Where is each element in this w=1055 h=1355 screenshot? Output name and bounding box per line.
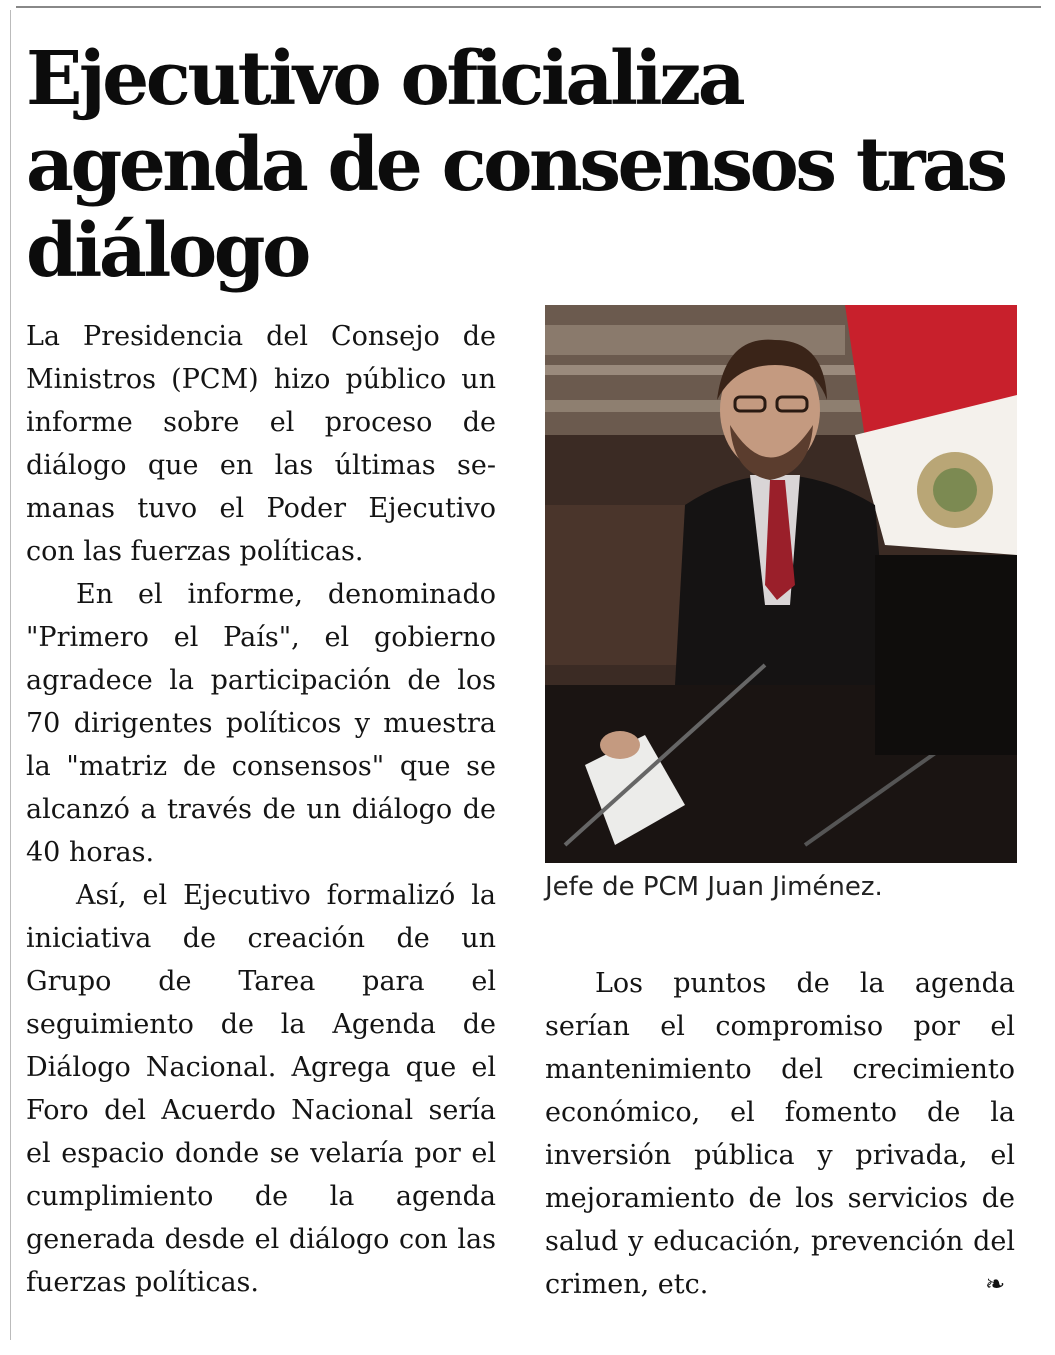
paragraph-3: Así, el Ejecutivo formalizó la iniciativa de creación de un Grupo de Tarea para el seguimiento de la Agenda de Diálogo Nacional. Agrega que el Foro del Acuerdo Nacional sería el espacio donde se velaría por el cumplimiento de la agenda generada desde el diálogo con las fuerzas políticas.	[26, 880, 496, 1298]
left-rule	[10, 10, 11, 1340]
fleuron-end-icon: ❧	[985, 1270, 1006, 1298]
left-column	[26, 315, 496, 1304]
right-column	[545, 962, 1015, 1306]
paragraph-2: En el informe, denominado "Primero el País", el gobierno agradece la participación de los 70 dirigentes políticos y muestra la "matriz de consensos" que se alcanzó a través de un diálogo de 40 horas.	[26, 579, 496, 868]
article-photo	[545, 305, 1017, 863]
photo-caption: Jefe de PCM Juan Jiménez.	[545, 872, 883, 902]
paragraph-4: Los puntos de la agenda serían el compromiso por el mantenimiento del crecimiento económico, el fomento de la inversión pública y privada, el mejoramiento de los servicios de salud y educación, prevención del crimen, etc.	[545, 968, 1015, 1300]
paragraph-1: La Presidencia del Consejo de Ministros (PCM) hizo público un informe sobre el proceso de diálogo que en las últimas semanas tuvo el Poder Ejecutivo con las fuerzas políticas.	[26, 321, 496, 567]
top-rule	[16, 6, 1041, 8]
headline: Ejecutivo oficializa agenda de consensos tras diálogo	[26, 36, 1005, 294]
